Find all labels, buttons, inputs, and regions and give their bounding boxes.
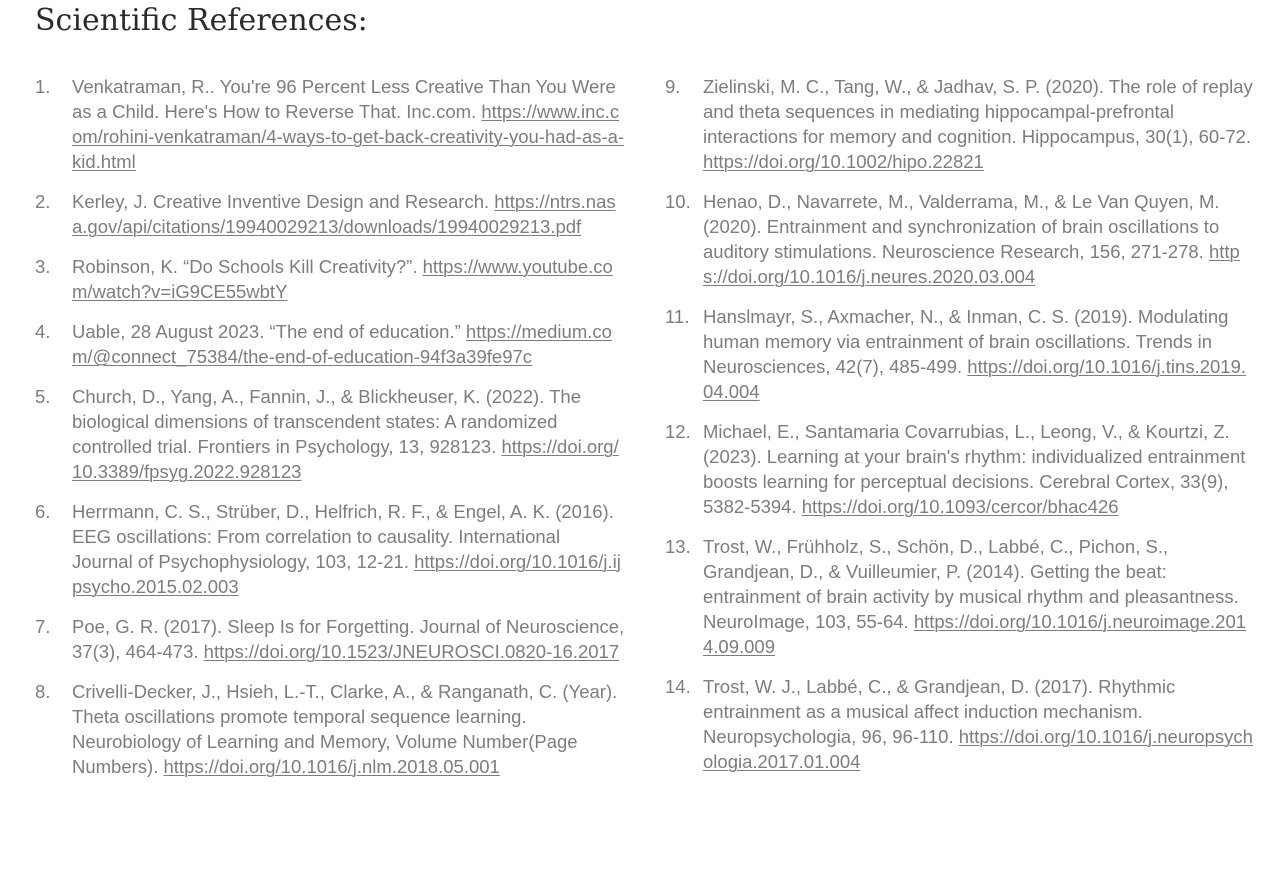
reference-citation: Poe, G. R. (2017). Sleep Is for Forgetting. Journal of Neuroscience, 37(3), 464-473. [72, 616, 625, 662]
reference-number: 13. [665, 536, 691, 557]
reference-citation: Michael, E., Santamaria Covarrubias, L., Leong, V., & Kourtzi, Z. (2023). Learning at your brain's rhythm: individualized entrainment boosts learning for perceptual decisions. Cerebral Cortex, 33(9), 5382-5394. [703, 421, 1246, 517]
reference-number: 6. [35, 501, 51, 522]
page-title: Scientific References: [35, 3, 368, 38]
reference-item [35, 254, 625, 304]
reference-link[interactable]: https://doi.org/10.1016/j.nlm.2018.05.001 [163, 756, 500, 777]
reference-item [665, 674, 1255, 774]
reference-citation: Hanslmayr, S., Axmacher, N., & Inman, C. S. (2019). Modulating human memory via entrainment of brain oscillations. Trends in Neurosciences, 42(7), 485-499. [703, 306, 1229, 377]
reference-item [665, 74, 1255, 174]
reference-number: 12. [665, 421, 691, 442]
reference-citation: Crivelli-Decker, J., Hsieh, L.-T., Clarke, A., & Ranganath, C. (Year). Theta oscillations promote temporal sequence learning. Neurobiology of Learning and Memory, Volume Number(Page Numbers). [72, 681, 618, 777]
reference-item [35, 319, 625, 369]
reference-number: 1. [35, 76, 51, 97]
reference-number: 9. [665, 76, 681, 97]
reference-item [35, 679, 625, 779]
reference-item [665, 304, 1255, 404]
reference-link[interactable]: https://doi.org/10.1002/hipo.22821 [703, 151, 984, 172]
reference-number: 10. [665, 191, 691, 212]
reference-link[interactable]: https://www.inc.com/rohini-venkatraman/4-ways-to-get-back-creativity-you-had-as-a-kid.html [72, 101, 625, 172]
reference-citation: Kerley, J. Creative Inventive Design and Research. [72, 191, 495, 212]
reference-link[interactable]: https://doi.org/10.1093/cercor/bhac426 [801, 496, 1119, 517]
reference-item [35, 614, 625, 664]
reference-item [35, 384, 625, 484]
reference-number: 2. [35, 191, 51, 212]
reference-item [665, 189, 1255, 289]
reference-number: 3. [35, 256, 51, 277]
reference-item [665, 534, 1255, 659]
reference-link[interactable]: https://doi.org/10.1016/j.neuropsychologia.2017.01.004 [703, 726, 1253, 772]
reference-citation: Uable, 28 August 2023. “The end of education.” [72, 321, 466, 342]
reference-citation: Trost, W. J., Labbé, C., & Grandjean, D. (2017). Rhythmic entrainment as a musical affect induction mechanism. Neuropsychologia, 96, 96-110. [703, 676, 1176, 747]
reference-item [35, 499, 625, 599]
reference-link[interactable]: https://www.youtube.com/watch?v=iG9CE55wbtY [72, 256, 613, 302]
reference-number: 4. [35, 321, 51, 342]
reference-citation: Trost, W., Frühholz, S., Schön, D., Labbé, C., Pichon, S., Grandjean, D., & Vuilleumier, P. (2014). Getting the beat: entrainment of brain activity by musical rhythm and pleasantness. NeuroImage, 103, 55-64. [703, 536, 1239, 632]
reference-item [35, 74, 625, 174]
reference-number: 11. [665, 306, 690, 327]
reference-item [665, 419, 1255, 519]
reference-link[interactable]: https://doi.org/10.1016/j.neuroimage.2014.09.009 [703, 611, 1247, 657]
reference-number: 5. [35, 386, 51, 407]
reference-link[interactable]: https://ntrs.nasa.gov/api/citations/19940029213/downloads/19940029213.pdf [72, 191, 616, 237]
references-right-column [665, 74, 1255, 789]
reference-citation: Herrmann, C. S., Strüber, D., Helfrich, R. F., & Engel, A. K. (2016). EEG oscillations: From correlation to causality. International Journal of Psychophysiology, 103, 12-21. [72, 501, 614, 572]
reference-link[interactable]: https://doi.org/10.1523/JNEUROSCI.0820-16.2017 [203, 641, 620, 662]
reference-number: 14. [665, 676, 691, 697]
reference-citation: Henao, D., Navarrete, M., Valderrama, M., & Le Van Quyen, M. (2020). Entrainment and synchronization of brain oscillations to auditory stimulations. Neuroscience Research, 156, 271-278. [703, 191, 1220, 262]
references-left-column [35, 74, 625, 794]
reference-link[interactable]: https://doi.org/10.1016/j.neures.2020.03.004 [703, 241, 1240, 287]
reference-link[interactable]: https://doi.org/10.3389/fpsyg.2022.928123 [72, 436, 619, 482]
reference-citation: Church, D., Yang, A., Fannin, J., & Blickheuser, K. (2022). The biological dimensions of transcendent states: A randomized controlled trial. Frontiers in Psychology, 13, 928123. [72, 386, 582, 457]
reference-citation: Venkatraman, R.. You're 96 Percent Less Creative Than You Were as a Child. Here's How to Reverse That. Inc.com. [72, 76, 616, 122]
reference-link[interactable]: https://doi.org/10.1016/j.tins.2019.04.004 [703, 356, 1247, 402]
reference-number: 8. [35, 681, 51, 702]
reference-link[interactable]: https://doi.org/10.1016/j.ijpsycho.2015.02.003 [72, 551, 621, 597]
reference-citation: Zielinski, M. C., Tang, W., & Jadhav, S. P. (2020). The role of replay and theta sequences in mediating hippocampal-prefrontal interactions for memory and cognition. Hippocampus, 30(1), 60-72. [703, 76, 1253, 147]
reference-number: 7. [35, 616, 51, 637]
reference-citation: Robinson, K. “Do Schools Kill Creativity?”. [72, 256, 423, 277]
reference-link[interactable]: https://medium.com/@connect_75384/the-end-of-education-94f3a39fe97c [72, 321, 612, 367]
reference-item [35, 189, 625, 239]
